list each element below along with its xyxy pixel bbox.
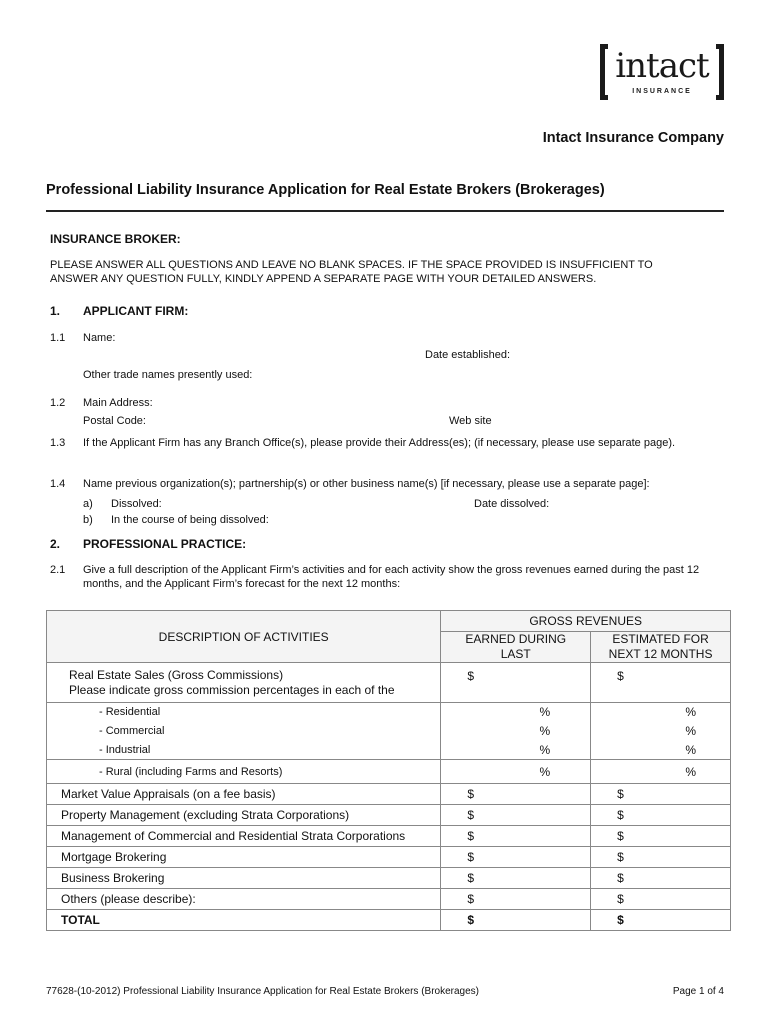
sub-item-rural: - Rural (including Farms and Resorts) [47,760,441,784]
earned-pct-residential[interactable]: % [441,703,591,722]
table-row [47,910,731,931]
header-description: DESCRIPTION OF ACTIVITIES [47,611,441,663]
table-row [47,784,731,805]
main-address-label: Main Address: [83,397,153,409]
header-estimated-line-2: NEXT 12 MONTHS [608,647,713,661]
website-label: Web site [449,415,492,427]
table-row [47,741,731,760]
insurance-broker-label: INSURANCE BROKER: [50,232,181,246]
table-row [47,703,731,722]
real-estate-sales-line-1: Real Estate Sales (Gross Commissions) [69,667,284,682]
earned-amount-appraisals[interactable]: $ [441,784,591,805]
earned-amount-total[interactable]: $ [441,910,591,931]
header-earned-line-1: EARNED DURING [465,632,567,646]
intact-logo [600,44,724,102]
postal-code-label: Postal Code: [83,415,146,427]
q1-1-number: 1.1 [50,332,66,344]
activity-others: Others (please describe): [47,889,441,910]
estimated-amount-appraisals[interactable]: $ [591,784,731,805]
total-label: TOTAL [47,910,441,931]
estimated-amount-others[interactable]: $ [591,889,731,910]
estimated-amount-property-management[interactable]: $ [591,805,731,826]
table-row [47,760,731,784]
dissolved-label: Dissolved: [111,498,162,510]
estimated-pct-commercial[interactable]: % [591,722,731,741]
being-dissolved-label: In the course of being dissolved: [111,514,269,526]
earned-pct-commercial[interactable]: % [441,722,591,741]
sub-item-residential: - Residential [47,703,441,722]
section-2-title: PROFESSIONAL PRACTICE: [83,537,247,551]
header-estimated [591,632,731,663]
activity-market-value-appraisals: Market Value Appraisals (on a fee basis) [47,784,441,805]
header-earned [441,632,591,663]
header-estimated-line-1: ESTIMATED FOR [612,632,709,646]
estimated-amount-strata[interactable]: $ [591,826,731,847]
estimated-pct-residential[interactable]: % [591,703,731,722]
header-earned-line-2: LAST [500,647,531,661]
date-established-label: Date established: [425,349,510,361]
activity-mortgage-brokering: Mortgage Brokering [47,847,441,868]
earned-amount-mortgage[interactable]: $ [441,847,591,868]
sub-item-industrial: - Industrial [47,741,441,760]
logo-bracket-right [716,44,724,100]
estimated-amount-real-estate[interactable]: $ [591,663,731,703]
gross-revenues-table [46,610,731,931]
section-1-title: APPLICANT FIRM: [83,304,189,318]
date-dissolved-label: Date dissolved: [474,498,550,510]
real-estate-sales-line-2: Please indicate gross commission percentages in each of the [69,682,395,697]
table-row [47,868,731,889]
footer-page-number: Page 1 of 4 [672,986,724,997]
earned-pct-rural[interactable]: % [441,760,591,784]
section-1-number: 1. [50,304,61,318]
activity-property-management: Property Management (excluding Strata Corporations) [47,805,441,826]
estimated-amount-business[interactable]: $ [591,868,731,889]
table-row [47,826,731,847]
logo-bracket-left [600,44,608,100]
q1-4-number: 1.4 [50,478,66,490]
earned-amount-business[interactable]: $ [441,868,591,889]
q1-4-a-label: a) [83,498,93,510]
activity-business-brokering: Business Brokering [47,868,441,889]
q1-4-b-label: b) [83,514,93,526]
earned-amount-property-management[interactable]: $ [441,805,591,826]
section-2-number: 2. [50,537,61,551]
instructions-line-1: PLEASE ANSWER ALL QUESTIONS AND LEAVE NO BLANK SPACES. IF THE SPACE PROVIDED IS INSUFFICIENT TO [50,259,653,271]
earned-amount-strata[interactable]: $ [441,826,591,847]
q2-1-text-line-2: months, and the Applicant Firm’s forecast for the next 12 months: [83,578,401,590]
activity-strata-management: Management of Commercial and Residential Strata Corporations [47,826,441,847]
instructions-line-2: ANSWER ANY QUESTION FULLY, KINDLY APPEND A SEPARATE PAGE WITH YOUR DETAILED ANSWERS. [50,273,597,285]
form-title: Professional Liability Insurance Application for Real Estate Brokers (Brokerages) [46,182,605,198]
table-row [47,847,731,868]
estimated-pct-rural[interactable]: % [591,760,731,784]
name-label: Name: [83,332,116,344]
real-estate-sales-desc [47,663,441,703]
q2-1-text-line-1: Give a full description of the Applicant Firm’s activities and for each activity show the gross revenues earned during the past 12 [83,564,700,576]
earned-amount-others[interactable]: $ [441,889,591,910]
q1-3-number: 1.3 [50,437,66,449]
title-divider [46,210,724,212]
q1-3-text: If the Applicant Firm has any Branch Office(s), please provide their Address(es); (if necessary, please use separate page). [83,437,676,449]
table-row [47,722,731,741]
estimated-pct-industrial[interactable]: % [591,741,731,760]
logo-subtitle: INSURANCE [632,88,692,95]
table-row [47,889,731,910]
header-gross-revenues: GROSS REVENUES [441,611,731,632]
table-row [47,663,731,703]
sub-item-commercial: - Commercial [47,722,441,741]
table-row [47,805,731,826]
company-name: Intact Insurance Company [542,130,724,146]
footer-form-id: 77628-(10-2012) Professional Liability Insurance Application for Real Estate Brokers (Brokerages) [46,986,480,997]
earned-pct-industrial[interactable]: % [441,741,591,760]
earned-amount-real-estate[interactable]: $ [441,663,591,703]
other-trade-names-label: Other trade names presently used: [83,369,253,381]
q1-2-number: 1.2 [50,397,66,409]
estimated-amount-total[interactable]: $ [591,910,731,931]
q1-4-text: Name previous organization(s); partnership(s) or other business name(s) [if necessary, please use a separate page]: [83,478,650,490]
logo-wordmark: intact [615,46,709,86]
q2-1-number: 2.1 [50,564,66,576]
estimated-amount-mortgage[interactable]: $ [591,847,731,868]
